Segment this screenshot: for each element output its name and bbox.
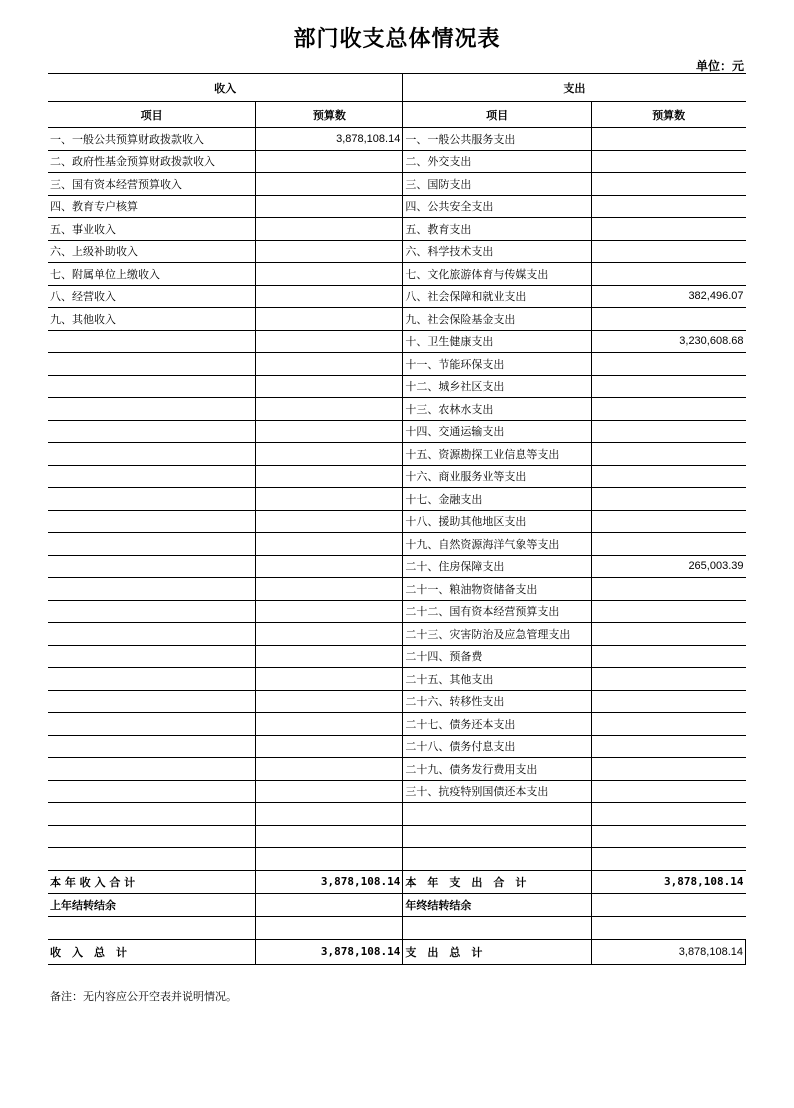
expense-value-cell [591, 263, 745, 286]
expense-value-cell [591, 375, 745, 398]
table-row [48, 218, 746, 241]
unit-label: 单位：元 [695, 59, 744, 73]
year-expense-value: 3,878,108.14 [591, 870, 745, 893]
expense-value-cell [591, 668, 745, 691]
expense-value-cell: 3,230,608.68 [591, 330, 745, 353]
income-item-cell [48, 578, 256, 601]
expense-item-cell: 十一、节能环保支出 [403, 353, 592, 376]
income-value-cell [256, 848, 403, 871]
income-item-cell [48, 780, 256, 803]
expense-value-cell [591, 173, 745, 196]
income-item-cell: 四、教育专户核算 [48, 195, 256, 218]
income-value-cell [256, 218, 403, 241]
income-value-cell [256, 465, 403, 488]
expense-value-cell [591, 353, 745, 376]
income-value-cell [256, 825, 403, 848]
table-body [48, 128, 746, 871]
carry-out-label: 年终结转结余 [403, 893, 592, 916]
expense-item-cell [403, 803, 592, 826]
carry-out-value [591, 893, 745, 916]
income-item-cell [48, 330, 256, 353]
blank-cell [48, 916, 256, 939]
table-row [48, 758, 746, 781]
table-row [48, 803, 746, 826]
year-income-value: 3,878,108.14 [256, 870, 403, 893]
expense-value-cell [591, 533, 745, 556]
expense-item-cell: 二十五、其他支出 [403, 668, 592, 691]
expense-item-cell: 三十、抗疫特别国债还本支出 [403, 780, 592, 803]
expense-value-cell [591, 150, 745, 173]
table-row [48, 195, 746, 218]
expense-value-cell [591, 510, 745, 533]
income-value-cell [256, 285, 403, 308]
table-row [48, 510, 746, 533]
income-item-cell: 一、一般公共预算财政拨款收入 [48, 128, 256, 151]
expense-value-cell [591, 780, 745, 803]
table-row [48, 375, 746, 398]
income-value-cell [256, 600, 403, 623]
carry-in-value [256, 893, 403, 916]
totals-body [48, 870, 746, 964]
table-row [48, 848, 746, 871]
expense-item-cell [403, 825, 592, 848]
table-row [48, 533, 746, 556]
income-item-cell: 六、上级补助收入 [48, 240, 256, 263]
expense-value-cell [591, 465, 745, 488]
expense-value-cell [591, 578, 745, 601]
table-row [48, 240, 746, 263]
grand-total-row [48, 939, 746, 964]
year-total-row [48, 870, 746, 893]
expense-item-cell [403, 848, 592, 871]
expense-item-cell: 二十一、粮油物资储备支出 [403, 578, 592, 601]
table-row [48, 735, 746, 758]
income-value-cell [256, 330, 403, 353]
expense-value-cell [591, 758, 745, 781]
expense-item-cell: 二十二、国有资本经营预算支出 [403, 600, 592, 623]
expense-item-cell: 二十九、债务发行费用支出 [403, 758, 592, 781]
expense-value-cell [591, 600, 745, 623]
expense-item-cell: 九、社会保险基金支出 [403, 308, 592, 331]
table-row [48, 780, 746, 803]
income-item-cell [48, 735, 256, 758]
expense-value-cell [591, 825, 745, 848]
footnote: 备注：无内容应公开空表并说明情况。 [50, 990, 237, 1003]
income-item-cell [48, 555, 256, 578]
expense-value-cell [591, 713, 745, 736]
income-value-cell [256, 353, 403, 376]
expense-item-cell: 六、科学技术支出 [403, 240, 592, 263]
income-item-cell [48, 848, 256, 871]
income-header: 收入 [48, 74, 403, 102]
income-value-cell [256, 398, 403, 421]
grand-expense-value: 3,878,108.14 [591, 939, 745, 964]
income-item-cell [48, 510, 256, 533]
income-value-cell [256, 713, 403, 736]
table-row [48, 398, 746, 421]
income-value-cell [256, 420, 403, 443]
income-item-cell [48, 600, 256, 623]
table-row [48, 623, 746, 646]
income-value-cell [256, 780, 403, 803]
blank-cell [256, 916, 403, 939]
income-item-cell: 三、国有资本经营预算收入 [48, 173, 256, 196]
table-row [48, 420, 746, 443]
year-expense-label: 本 年 支 出 合 计 [403, 870, 592, 893]
income-value-cell [256, 488, 403, 511]
expense-value-cell [591, 420, 745, 443]
expense-value-cell [591, 690, 745, 713]
section-header-row [48, 74, 746, 102]
income-item-cell [48, 668, 256, 691]
income-value-cell [256, 240, 403, 263]
expense-value-cell [591, 240, 745, 263]
expense-item-cell: 二、外交支出 [403, 150, 592, 173]
table-row [48, 308, 746, 331]
expense-item-cell: 十八、援助其他地区支出 [403, 510, 592, 533]
expense-item-cell: 二十三、灾害防治及应急管理支出 [403, 623, 592, 646]
expense-budget-header: 预算数 [591, 102, 745, 128]
expense-item-cell: 二十八、债务付息支出 [403, 735, 592, 758]
expense-value-cell [591, 735, 745, 758]
income-item-cell [48, 690, 256, 713]
income-item-cell [48, 420, 256, 443]
expense-item-cell: 三、国防支出 [403, 173, 592, 196]
table-row [48, 690, 746, 713]
income-item-cell [48, 465, 256, 488]
expense-header: 支出 [403, 74, 746, 102]
income-value-cell [256, 375, 403, 398]
table-row [48, 330, 746, 353]
income-item-cell: 七、附属单位上缴收入 [48, 263, 256, 286]
income-item-header: 项目 [48, 102, 256, 128]
expense-value-cell: 382,496.07 [591, 285, 745, 308]
expense-item-cell: 二十七、债务还本支出 [403, 713, 592, 736]
income-value-cell [256, 645, 403, 668]
income-item-cell [48, 443, 256, 466]
income-value-cell [256, 578, 403, 601]
expense-item-cell: 十六、商业服务业等支出 [403, 465, 592, 488]
table-row [48, 600, 746, 623]
table-row [48, 713, 746, 736]
expense-item-cell: 十、卫生健康支出 [403, 330, 592, 353]
income-value-cell [256, 510, 403, 533]
income-value-cell [256, 443, 403, 466]
income-budget-header: 预算数 [256, 102, 403, 128]
income-value-cell [256, 555, 403, 578]
budget-table [48, 73, 746, 965]
income-item-cell [48, 825, 256, 848]
expense-item-cell: 四、公共安全支出 [403, 195, 592, 218]
income-value-cell [256, 735, 403, 758]
expense-item-cell: 一、一般公共服务支出 [403, 128, 592, 151]
table-row [48, 128, 746, 151]
expense-item-cell: 十三、农林水支出 [403, 398, 592, 421]
expense-value-cell: 265,003.39 [591, 555, 745, 578]
table-row [48, 555, 746, 578]
expense-item-cell: 二十、住房保障支出 [403, 555, 592, 578]
expense-item-cell: 十七、金融支出 [403, 488, 592, 511]
income-item-cell [48, 713, 256, 736]
income-value-cell [256, 690, 403, 713]
expense-item-cell: 十五、资源勘探工业信息等支出 [403, 443, 592, 466]
income-value-cell [256, 623, 403, 646]
grand-expense-label: 支 出 总 计 [403, 939, 592, 964]
expense-item-cell: 七、文化旅游体育与传媒支出 [403, 263, 592, 286]
income-value-cell: 3,878,108.14 [256, 128, 403, 151]
page-title: 部门收支总体情况表 [293, 27, 501, 52]
expense-item-cell: 八、社会保障和就业支出 [403, 285, 592, 308]
income-item-cell: 五、事业收入 [48, 218, 256, 241]
year-income-label: 本 年 收 入 合 计 [48, 870, 256, 893]
income-item-cell [48, 398, 256, 421]
income-value-cell [256, 308, 403, 331]
expense-value-cell [591, 848, 745, 871]
table-row [48, 173, 746, 196]
table-row [48, 578, 746, 601]
income-value-cell [256, 803, 403, 826]
expense-item-cell: 二十六、转移性支出 [403, 690, 592, 713]
expense-value-cell [591, 398, 745, 421]
income-item-cell [48, 488, 256, 511]
blank-cell [403, 916, 592, 939]
expense-value-cell [591, 645, 745, 668]
income-item-cell [48, 375, 256, 398]
expense-value-cell [591, 308, 745, 331]
table-row [48, 443, 746, 466]
expense-item-cell: 十九、自然资源海洋气象等支出 [403, 533, 592, 556]
expense-value-cell [591, 218, 745, 241]
blank-row [48, 916, 746, 939]
table-row [48, 488, 746, 511]
table-row [48, 353, 746, 376]
column-header-row [48, 102, 746, 128]
income-item-cell [48, 645, 256, 668]
expense-value-cell [591, 488, 745, 511]
income-value-cell [256, 668, 403, 691]
expense-value-cell [591, 128, 745, 151]
income-item-cell: 八、经营收入 [48, 285, 256, 308]
expense-item-cell: 二十四、预备费 [403, 645, 592, 668]
expense-item-cell: 五、教育支出 [403, 218, 592, 241]
expense-value-cell [591, 623, 745, 646]
income-item-cell [48, 758, 256, 781]
expense-item-header: 项目 [403, 102, 592, 128]
carry-in-label: 上年结转结余 [48, 893, 256, 916]
grand-income-label: 收 入 总 计 [48, 939, 256, 964]
grand-income-value: 3,878,108.14 [256, 939, 403, 964]
expense-value-cell [591, 443, 745, 466]
table-row [48, 150, 746, 173]
table-row [48, 825, 746, 848]
income-value-cell [256, 195, 403, 218]
income-item-cell [48, 353, 256, 376]
income-item-cell: 二、政府性基金预算财政拨款收入 [48, 150, 256, 173]
income-item-cell [48, 623, 256, 646]
income-item-cell [48, 803, 256, 826]
expense-item-cell: 十四、交通运输支出 [403, 420, 592, 443]
income-value-cell [256, 263, 403, 286]
expense-value-cell [591, 803, 745, 826]
expense-item-cell: 十二、城乡社区支出 [403, 375, 592, 398]
income-value-cell [256, 173, 403, 196]
table-row [48, 285, 746, 308]
income-value-cell [256, 758, 403, 781]
table-row [48, 645, 746, 668]
table-row [48, 465, 746, 488]
table-row [48, 263, 746, 286]
income-value-cell [256, 533, 403, 556]
income-item-cell [48, 533, 256, 556]
income-value-cell [256, 150, 403, 173]
expense-value-cell [591, 195, 745, 218]
income-item-cell: 九、其他收入 [48, 308, 256, 331]
carry-row [48, 893, 746, 916]
table-row [48, 668, 746, 691]
blank-cell [591, 916, 745, 939]
